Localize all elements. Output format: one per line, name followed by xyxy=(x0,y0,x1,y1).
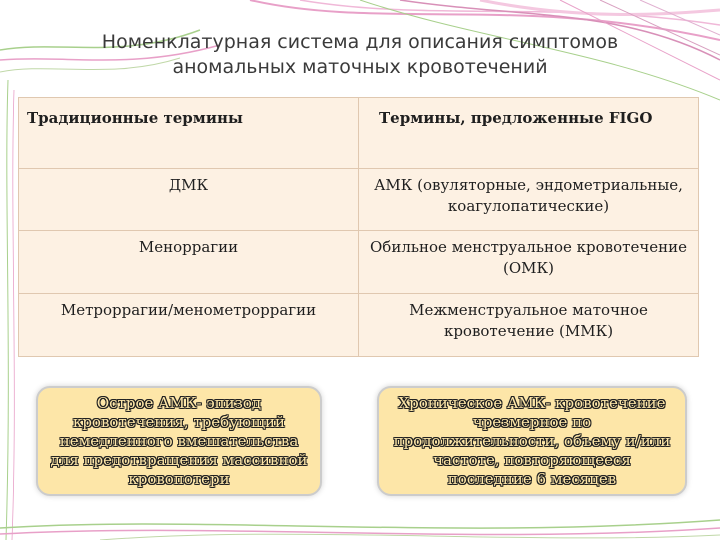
chronic-amk-box xyxy=(377,386,687,496)
chronic-amk-text: Хроническое АМК- кровотечение чрезмерное по продолжительности, объему и/или частоте, повторяющееся последние 6 месяцев xyxy=(393,393,671,488)
acute-amk-text: Острое АМК- эпизод кровотечения, требующий немедленного вмешательства для предотвращения массивной кровопотери xyxy=(50,393,308,488)
cell-traditional: Метроррагии/менометроррагии xyxy=(19,294,359,357)
cell-figo: Межменструальное маточное кровотечение (ММК) xyxy=(359,294,699,357)
terms-table xyxy=(18,97,699,357)
cell-traditional: ДМК xyxy=(19,169,359,231)
table-header-row xyxy=(19,98,699,169)
slide-title-line-2: аномальных маточных кровотечений xyxy=(172,56,548,78)
cell-figo: АМК (овуляторные, эндометриальные, коагулопатические) xyxy=(359,169,699,231)
cell-figo: Обильное менструальное кровотечение (ОМК) xyxy=(359,231,699,294)
acute-amk-box xyxy=(36,386,322,496)
table-row xyxy=(19,169,699,231)
header-figo: Термины, предложенные FIGO xyxy=(359,98,699,169)
table-row xyxy=(19,231,699,294)
cell-traditional: Меноррагии xyxy=(19,231,359,294)
slide-title-line-1: Номенклатурная система для описания симптомов xyxy=(101,31,619,53)
table-row xyxy=(19,294,699,357)
slide-title xyxy=(60,30,660,80)
header-traditional: Традиционные термины xyxy=(19,98,359,169)
